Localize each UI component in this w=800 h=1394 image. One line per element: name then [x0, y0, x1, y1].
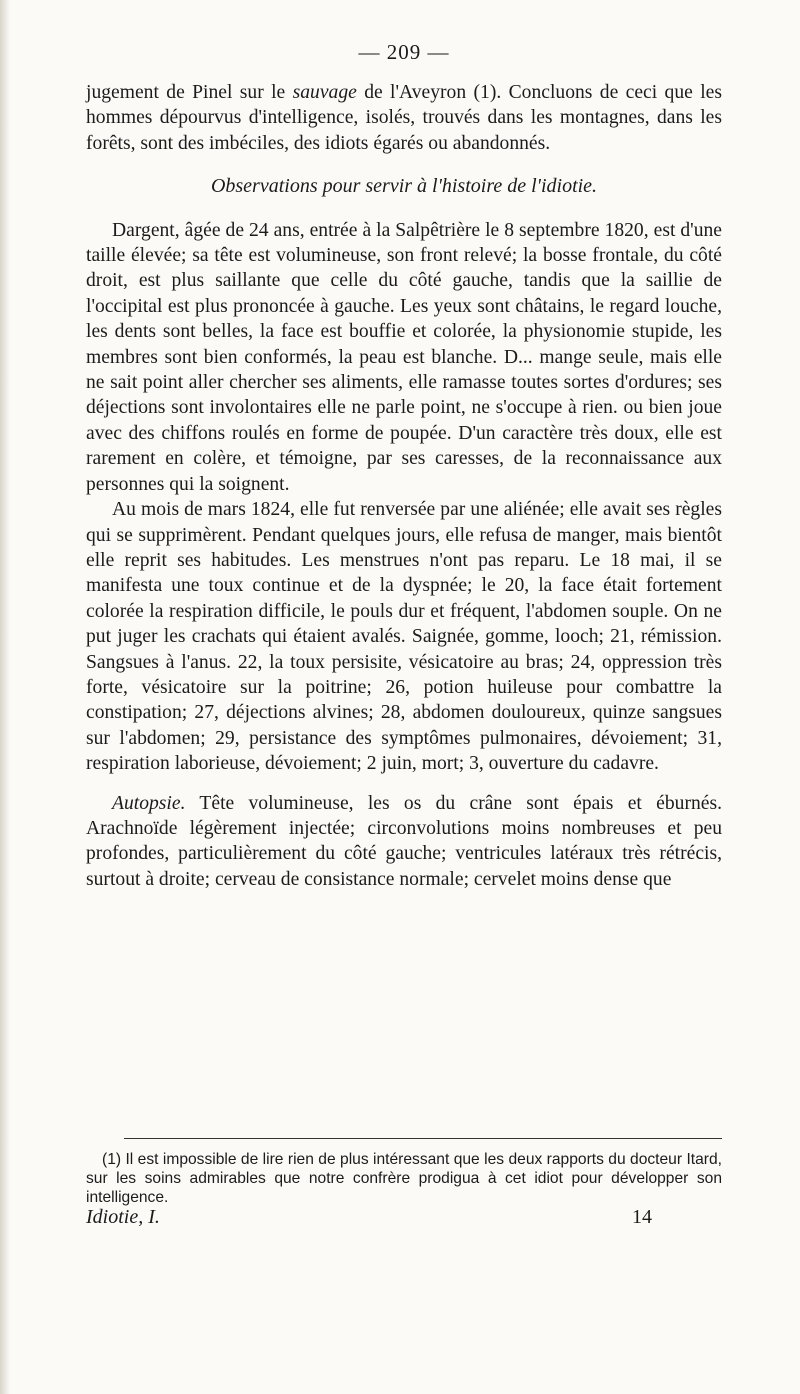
- signature-number: 14: [632, 1206, 652, 1228]
- observation-paragraph: Dargent, âgée de 24 ans, entrée à la Salpêtrière le 8 septembre 1820, est d'une taille élevée; sa tête est volumineuse, son front relevé; la bosse frontale, du côté droit, est plus saillante que celle du côté gauche, tandis que la saillie de l'occipital est plus prononcée à gauche. Les yeux sont châtains, le regard louche, les dents sont belles, la face est bouffie et colorée, la physionomie stupide, les membres sont bien conformés, la peau est blanche. D... mange seule, mais elle ne sait point aller chercher ses aliments, elle ramasse toutes sortes d'ordures; ses déjections sont involontaires elle ne parle point, ne s'occupe à rien. ou bien joue avec des chiffons roulés en forme de poupée. D'un caractère très doux, elle est rarement en colère, et témoigne, par ses caresses, de la reconnaissance aux personnes qui la soignent.: [86, 219, 722, 495]
- opening-text-b: de l'Aveyron (1). Concluons de ceci que les hommes dépourvus d'intelligence, isolés, trouvés dans les montagnes, dans les forêts, sont des imbéciles, des idiots égarés ou abandonnés.: [86, 82, 722, 154]
- autopsie-label: Autopsie.: [112, 792, 186, 814]
- page-binding-edge: [0, 0, 10, 1394]
- opening-text-a: jugement de Pinel sur le: [86, 82, 293, 103]
- signature-row: [86, 1206, 722, 1229]
- signature-title: Idiotie, I.: [86, 1206, 160, 1228]
- march-paragraph: Au mois de mars 1824, elle fut renversée par une aliénée; elle avait ses règles qui se supprimèrent. Pendant quelques jours, elle refusa de manger, mais bientôt elle reprit ses habitudes. Les menstrues n'ont pas reparu. Le 18 mai, il se manifesta une toux continue et de la dyspnée; le 20, la face était fortement colorée la respiration difficile, le pouls dur et fréquent, l'abdomen souple. On ne put juger les crachats qui étaient avalés. Saignée, gomme, looch; 21, rémission. Sangsues à l'anus. 22, la toux persisite, vésicatoire au bras; 24, oppression très forte, vésicatoire sur la poitrine; 26, potion huileuse pour combattre la constipation; 27, déjections alvines; 28, abdomen douloureux, quinze sangsues sur l'abdomen; 29, persistance des symptômes pulmonaires, dévoiement; 31, respiration laborieuse, dévoiement; 2 juin, mort; 3, ouverture du cadavre.: [86, 499, 722, 775]
- opening-paragraph: [86, 80, 722, 156]
- section-title: Observations pour servir à l'histoire de l'idiotie.: [210, 175, 598, 198]
- footnote-divider: [124, 1138, 722, 1139]
- autopsie-paragraph: [86, 791, 722, 893]
- body-text: [86, 80, 722, 892]
- opening-italic-word: sauvage: [292, 82, 357, 103]
- autopsie-text: Tête volumineuse, les os du crâne sont épais et éburnés. Arachnoïde légèrement injectée; circonvolutions moins nombreuses et peu profondes, particulièrement du côté gauche; ventricules latéraux très rétrécis, surtout à droite; cerveau de consistance normale; cervelet moins dense que: [86, 792, 722, 890]
- footnote-text: (1) Il est impossible de lire rien de plus intéressant que les deux rapports du docteur Itard, sur les soins admirables que notre confrère prodigua à cet idiot pour développer son intelligence.: [86, 1151, 722, 1206]
- page-number: — 209 —: [358, 40, 450, 64]
- footnote: [86, 1150, 722, 1207]
- book-page: [86, 0, 722, 1394]
